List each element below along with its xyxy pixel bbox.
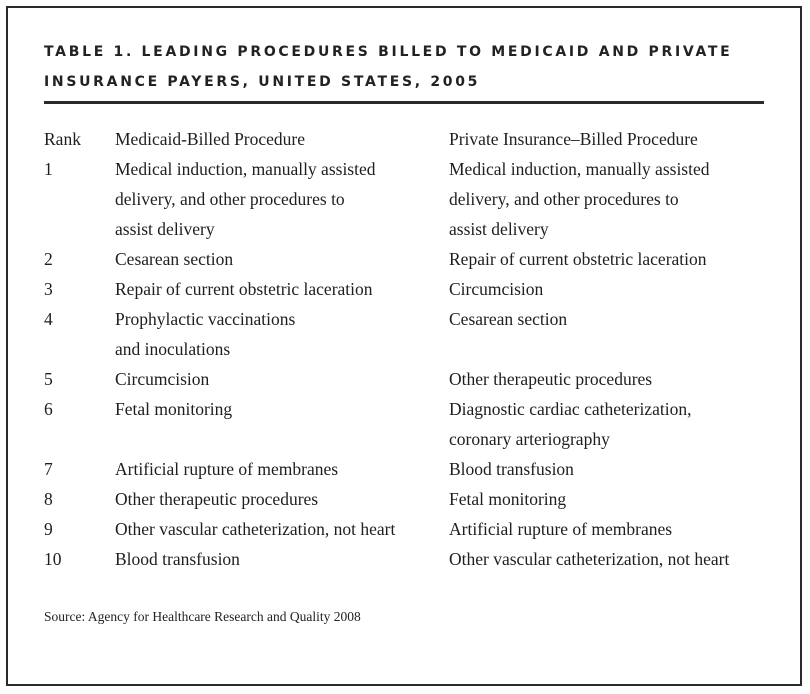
table-row: [44, 394, 779, 454]
header-rank: Rank: [44, 129, 81, 149]
medicaid-cell: Blood transfusion: [115, 549, 240, 569]
rank-cell: 7: [44, 459, 53, 479]
source-note: Source: Agency for Healthcare Research and Quality 2008: [44, 609, 361, 624]
table-row: [44, 514, 779, 544]
private-cell: Cesarean section: [449, 309, 568, 329]
table-row: [44, 244, 779, 274]
private-cell: Circumcision: [449, 279, 544, 299]
rank-cell: 8: [44, 489, 53, 509]
rank-cell: 10: [44, 549, 62, 569]
private-cell: Artificial rupture of membranes: [449, 519, 673, 539]
medicaid-cell: Fetal monitoring: [115, 399, 233, 419]
medicaid-cell: Cesarean section: [115, 249, 234, 269]
header-private: Private Insurance–Billed Procedure: [449, 129, 698, 149]
medicaid-cell: Medical induction, manually assisted delivery, and other procedures to assist delivery: [115, 159, 376, 239]
table-header-row: [44, 124, 779, 154]
medicaid-cell: Other therapeutic procedures: [115, 489, 319, 509]
medicaid-cell: Prophylactic vaccinations and inoculations: [115, 309, 296, 359]
table-row: [44, 484, 779, 514]
medicaid-cell: Other vascular catheterization, not heart: [115, 519, 396, 539]
private-cell: Fetal monitoring: [449, 489, 567, 509]
rank-cell: 4: [44, 309, 53, 329]
rank-cell: 5: [44, 369, 53, 389]
rank-cell: 3: [44, 279, 53, 299]
table-row: [44, 154, 779, 244]
title-divider: [44, 101, 764, 104]
rank-cell: 6: [44, 399, 53, 419]
table-row: [44, 454, 779, 484]
procedures-table: [44, 124, 779, 574]
header-medicaid: Medicaid-Billed Procedure: [115, 129, 306, 149]
table-row: [44, 544, 779, 574]
private-cell: Medical induction, manually assisted delivery, and other procedures to assist delivery: [449, 159, 710, 239]
rank-cell: 1: [44, 159, 53, 179]
rank-cell: 9: [44, 519, 53, 539]
table-row: [44, 304, 779, 364]
private-cell: Blood transfusion: [449, 459, 574, 479]
medicaid-cell: Repair of current obstetric laceration: [115, 279, 373, 299]
private-cell: Other therapeutic procedures: [449, 369, 653, 389]
medicaid-cell: Artificial rupture of membranes: [115, 459, 339, 479]
private-cell: Repair of current obstetric laceration: [449, 249, 707, 269]
private-cell: Other vascular catheterization, not heart: [449, 549, 730, 569]
rank-cell: 2: [44, 249, 53, 269]
table-title: TABLE 1. LEADING PROCEDURES BILLED TO MEDICAID AND PRIVATE INSURANCE PAYERS, UNITED STATES, 2005: [44, 44, 733, 90]
table-row: [44, 274, 779, 304]
medicaid-cell: Circumcision: [115, 369, 210, 389]
private-cell: Diagnostic cardiac catheterization, coronary arteriography: [449, 399, 692, 449]
table-row: [44, 364, 779, 394]
